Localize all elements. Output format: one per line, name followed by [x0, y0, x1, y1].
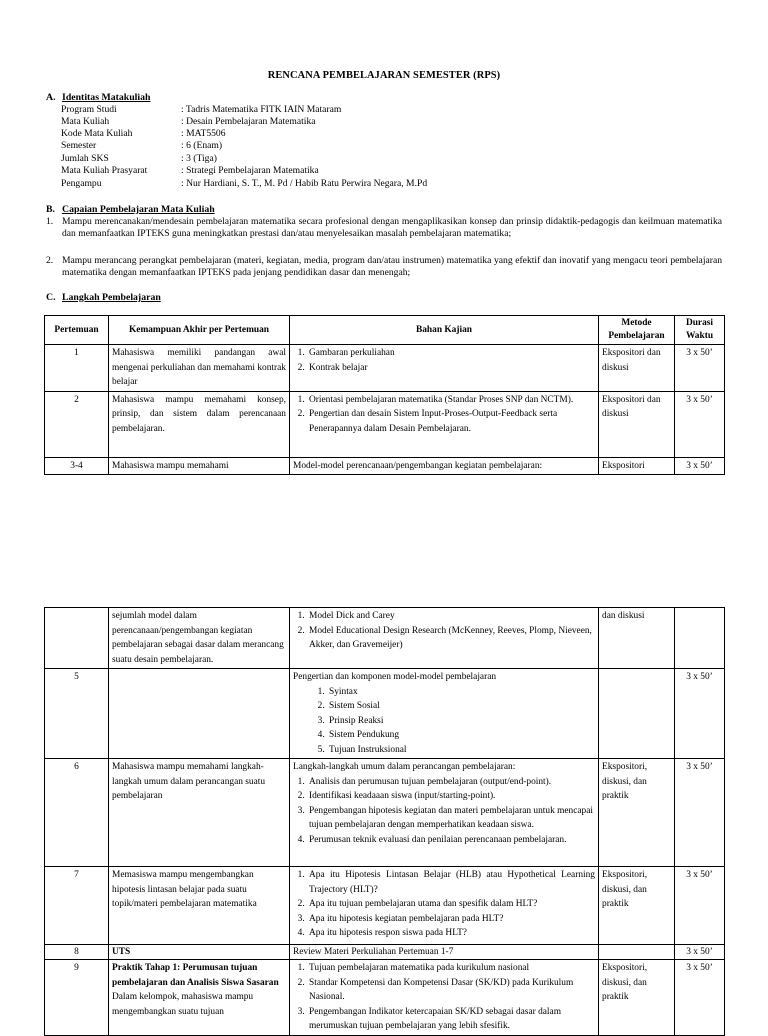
identity-label: Mata Kuliah Prasyarat [61, 165, 148, 176]
cell-durasi: 3 x 50’ [675, 669, 725, 759]
cpl-text: Mampu merencanakan/mendesain pembelajaran matematika secara profesional dengan mengaplikasikan konsep dan prinsip didaktik-pedagogis dan keilmuan matematika dan memanfaatkan IPTEKS guna meningkatkan prestasi dan/atau menyelesaikan masalah pembelajaran matematika; [62, 216, 722, 239]
header-pertemuan: Pertemuan [45, 316, 109, 345]
bahan-item: 3. Pengembangan Indikator ketercapaian SK/KD sebagai dasar dalam merumuskan tujuan pembelajaran yang lebih sfesifik. [307, 1005, 595, 1034]
header-kemampuan: Kemampuan Akhir per Pertemuan [109, 316, 290, 345]
identity-label: Mata Kuliah [61, 116, 110, 127]
header-metode: Metode Pembelajaran [599, 316, 675, 345]
section-b-title: Capaian Pembelajaran Mata Kuliah [62, 204, 215, 215]
bahan-item: 2. Model Educational Design Research (McKenney, Reeves, Plomp, Nieveen, Akker, dan Gravemeijer) [307, 624, 595, 653]
cell-metode [599, 669, 675, 759]
bahan-item: 2. Sistem Sosial [327, 699, 595, 714]
cell-durasi: 3 x 50’ [675, 457, 725, 475]
bahan-item: 1. Tujuan pembelajaran matematika pada kurikulum nasional [307, 961, 595, 976]
section-b-letter: B. [46, 204, 55, 215]
cell-pertemuan: 8 [45, 945, 109, 960]
identity-value: : 6 (Enam) [181, 140, 223, 151]
cell-pertemuan: 2 [45, 391, 109, 457]
bahan-item: 5. Tujuan Instruksional [327, 743, 595, 758]
cell-pertemuan: 3-4 [45, 457, 109, 475]
identity-value: : MAT5506 [181, 128, 226, 139]
document-title: RENCANA PEMBELAJARAN SEMESTER (RPS) [267, 70, 501, 81]
kemampuan-text: Dalam kelompok, mahasiswa mampu mengembangkan suatu tujuan [112, 992, 254, 1017]
cell-bahan [290, 391, 599, 457]
section-b-heading [46, 204, 215, 216]
section-c-title: Langkah Pembelajaran [62, 292, 161, 303]
cell-kemampuan: sejumlah model dalam perencanaan/pengembangan kegiatan pembelajaran sebagai dasar dalam merancang suatu desain pembelajaran. [109, 608, 290, 669]
table-header-row [45, 316, 725, 345]
identity-value: : Nur Hardiani, S. T., M. Pd / Habib Ratu Perwira Negara, M.Pd [181, 178, 428, 189]
bahan-item: 1. Apa itu Hipotesis Lintasan Belajar (HLB) atau Hypothetical Learning Trajectory (HLT)? [307, 868, 595, 897]
bahan-item: 1. Syintax [327, 685, 595, 700]
cell-metode: dan diskusi [599, 608, 675, 669]
cell-bahan [290, 608, 599, 669]
cpl-text: Mampu merancang perangkat pembelajaran (materi, kegiatan, media, program dan/atau instrumen) matematika yang efektif dan inovatif yang mengacu teori pembelajaran matematika dengan memanfaatkan IPTEKS pada jenjang pendidikan dasar dan menengah; [62, 255, 722, 278]
identity-label: Kode Mata Kuliah [61, 128, 133, 139]
table-row [45, 867, 725, 945]
bahan-item: 1. Model Dick and Carey [307, 609, 595, 624]
cell-durasi: 3 x 50’ [675, 391, 725, 457]
table-row [45, 608, 725, 669]
cell-metode: Ekspositori dan diskusi [599, 345, 675, 392]
bahan-intro: Langkah-langkah umum dalam perancangan pembelajaran: [293, 762, 516, 772]
cell-durasi: 3 x 50’ [675, 345, 725, 392]
cell-metode: Ekspositori, diskusi, dan praktik [599, 867, 675, 945]
table-row [45, 945, 725, 960]
cell-kemampuan: Memasiswa mampu mengembangkan hipotesis lintasan belajar pada suatu topik/materi pembelajaran matematika [109, 867, 290, 945]
cell-durasi: 3 x 50’ [675, 759, 725, 867]
bahan-item: 4. Perumusan teknik evaluasi dan penilaian perencanaan pembelajaran. [307, 833, 595, 848]
section-a-heading [46, 92, 150, 104]
cell-kemampuan [109, 669, 290, 759]
cell-kemampuan: Mahasiswa mampu memahami langkah-langkah umum dalam perancangan suatu pembelajaran [109, 759, 290, 867]
cell-metode: Ekspositori dan diskusi [599, 391, 675, 457]
bahan-item: 2. Identifikasi keadaaan siswa (input/starting-point). [307, 789, 595, 804]
bahan-item: 4. Apa itu hipotesis respon siswa pada HLT? [307, 926, 595, 941]
cell-metode [599, 945, 675, 960]
cell-durasi: 3 x 50’ [675, 945, 725, 960]
bahan-item: 2. Apa itu tujuan pembelajaran utama dan spesifik dalam HLT? [307, 897, 595, 912]
learning-steps-table-continued [44, 607, 725, 1036]
section-c-letter: C. [46, 292, 56, 303]
cell-pertemuan: 9 [45, 960, 109, 1036]
cell-bahan [290, 867, 599, 945]
cell-pertemuan: 1 [45, 345, 109, 392]
cell-kemampuan: UTS [109, 945, 290, 960]
cell-durasi: 3 x 50’ [675, 960, 725, 1036]
table-row [45, 759, 725, 867]
header-bahan: Bahan Kajian [290, 316, 599, 345]
cell-kemampuan: Mahasiswa memiliki pandangan awal mengenai perkuliahan dan memahami kontrak belajar [109, 345, 290, 392]
cell-bahan: Model-model perencanaan/pengembangan kegiatan pembelajaran: [290, 457, 599, 475]
bahan-item: 1. Orientasi pembelajaran matematika (Standar Proses SNP dan NCTM). [307, 393, 595, 408]
cpl-item [46, 216, 722, 239]
section-c-heading [46, 292, 161, 304]
identity-label: Program Studi [61, 104, 117, 115]
cell-metode: Ekspositori, diskusi, dan praktik [599, 960, 675, 1036]
table-row [45, 457, 725, 475]
cell-bahan [290, 759, 599, 867]
bahan-item: 3. Pengembangan hipotesis kegiatan dan materi pembelajaran untuk mencapai tujuan pembelajaran dengan memperhatikan keadaan siswa. [307, 804, 595, 833]
kemampuan-title: Praktik Tahap 1: Perumusan tujuan pembelajaran dan Analisis Siswa Sasaran [112, 963, 279, 988]
bahan-intro: Pengertian dan komponen model-model pembelajaran [293, 672, 497, 682]
bahan-item: 1. Analisis dan perumusan tujuan pembelajaran (output/end-point). [307, 775, 595, 790]
cell-pertemuan [45, 608, 109, 669]
identity-label: Semester [61, 140, 97, 151]
cpl-item [46, 255, 722, 278]
header-durasi: Durasi Waktu [675, 316, 725, 345]
bahan-item: 2. Standar Kompetensi dan Kompetensi Dasar (SK/KD) pada Kurikulum Nasional. [307, 976, 595, 1005]
cell-bahan [290, 669, 599, 759]
bahan-item: 2. Kontrak belajar [307, 361, 595, 376]
section-a-letter: A. [46, 92, 56, 103]
identity-value: : Desain Pembelajaran Matematika [181, 116, 316, 127]
cell-durasi [675, 608, 725, 669]
table-row [45, 391, 725, 457]
cell-kemampuan: Mahasiswa mampu memahami konsep, prinsip, dan sistem dalam perencanaan pembelajaran. [109, 391, 290, 457]
cell-durasi: 3 x 50’ [675, 867, 725, 945]
bahan-item: 3. Apa itu hipotesis kegiatan pembelajaran pada HLT? [307, 912, 595, 927]
table-row [45, 669, 725, 759]
cell-kemampuan: Mahasiswa mampu memahami [109, 457, 290, 475]
bahan-item: 1. Gambaran perkuliahan [307, 346, 595, 361]
learning-steps-table [44, 315, 725, 475]
cell-metode: Ekspositori [599, 457, 675, 475]
identity-label: Jumlah SKS [61, 153, 109, 164]
cpl-number: 1. [46, 216, 54, 227]
cell-bahan [290, 345, 599, 392]
section-a-title: Identitas Matakuliah [62, 92, 151, 103]
cell-pertemuan: 7 [45, 867, 109, 945]
identity-label: Pengampu [61, 178, 102, 189]
cell-bahan: Review Materi Perkuliahan Pertemuan 1-7 [290, 945, 599, 960]
cell-pertemuan: 5 [45, 669, 109, 759]
bahan-item: 4. Sistem Pendukung [327, 728, 595, 743]
identity-value: : 3 (Tiga) [181, 153, 217, 164]
identity-value: : Strategi Pembelajaran Matematika [181, 165, 319, 176]
cell-pertemuan: 6 [45, 759, 109, 867]
table-row [45, 345, 725, 392]
cell-metode: Ekspositori, diskusi, dan praktik [599, 759, 675, 867]
identity-value: : Tadris Matematika FITK IAIN Mataram [181, 104, 342, 115]
bahan-item: 2. Pengertian dan desain Sistem Input-Proses-Output-Feedback serta Penerapannya dalam Desain Pembelajaran. [307, 407, 595, 436]
cpl-number: 2. [46, 255, 54, 266]
bahan-item: 3. Prinsip Reaksi [327, 714, 595, 729]
